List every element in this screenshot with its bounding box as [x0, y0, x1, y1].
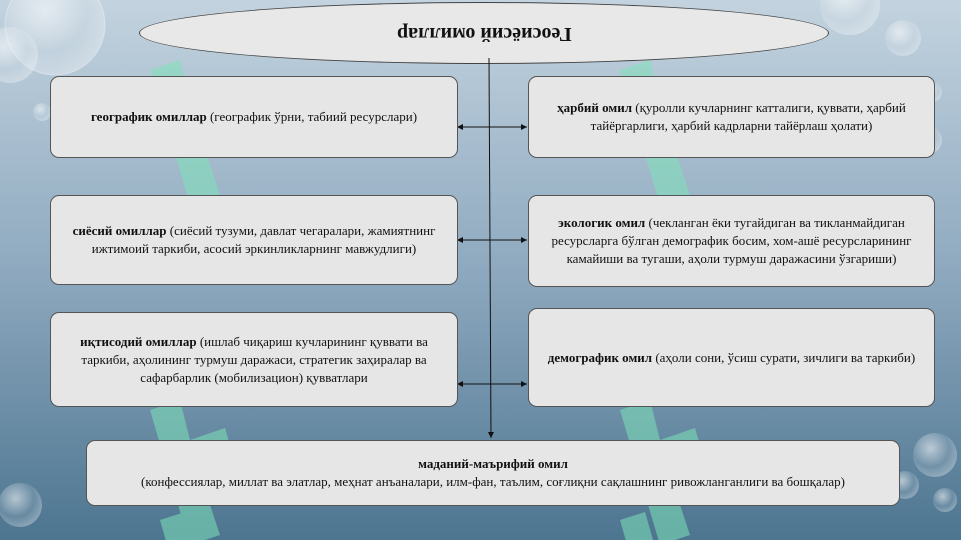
diagram-title	[139, 2, 829, 64]
box-economic-bold: иқтисодий омиллар	[80, 333, 197, 349]
box-cultural-desc: (конфессиялар, миллат ва элатлар, меҳнат анъаналари, илм-фан, таълим, соғлиқни сақлашнинг ривожланганлиги ва бошқалар)	[141, 474, 845, 489]
box-cultural	[86, 440, 900, 506]
box-military-text	[539, 99, 924, 135]
box-political	[50, 195, 458, 285]
box-economic	[50, 312, 458, 407]
box-ecological-bold: экологик омил	[558, 215, 646, 230]
box-demographic-text	[548, 349, 915, 367]
box-demographic	[528, 308, 935, 407]
box-political-desc: (сиёсий тузуми, давлат чегаралари, жамиятнинг ижтимоий таркиби, асосий эркинликларнинг мавжудлиги)	[91, 223, 436, 256]
box-geographic	[50, 76, 458, 158]
box-military-desc: (қуролли кучларнинг катталиги, қуввати, ҳарбий тайёргарлиги, ҳарбий кадрларни тайёрлаш ҳолати)	[590, 100, 906, 133]
box-economic-text	[61, 333, 447, 387]
box-ecological-desc: (чекланган ёки тугайдиган ва тикланмайдиган ресурсларга бўлган демографик босим, хом-ашё ресурсларининг камайиши ва тугаши, аҳоли турмуш даражасини ўзгариши)	[551, 215, 912, 266]
box-military-bold: ҳарбий омил	[557, 100, 633, 115]
box-political-bold: сиёсий омиллар	[72, 223, 167, 238]
box-demographic-bold: демографик омил	[547, 349, 653, 365]
box-ecological	[528, 195, 935, 287]
box-economic-desc: (ишлаб чиқариш кучларининг қуввати ва таркиби, аҳолининг турмуш даражаси, стратегик заҳиралар ва сафарбарлик (мобилизацион) қувватлари	[81, 333, 428, 385]
box-cultural-bold: маданий-маърифий омил	[418, 456, 568, 471]
box-political-text	[61, 222, 447, 258]
box-military	[528, 76, 935, 158]
box-demographic-desc: (аҳоли сони, ўсиш сурати, зичлиги ва таркиби)	[652, 349, 916, 365]
diagram-title-text: Геосиёсий омиллар	[396, 22, 572, 45]
box-ecological-text	[539, 214, 924, 268]
box-geographic-desc: (географик ўрни, табиий ресурслари)	[206, 109, 418, 124]
box-geographic-text	[91, 108, 417, 126]
box-geographic-bold: географик омиллар	[90, 109, 207, 124]
